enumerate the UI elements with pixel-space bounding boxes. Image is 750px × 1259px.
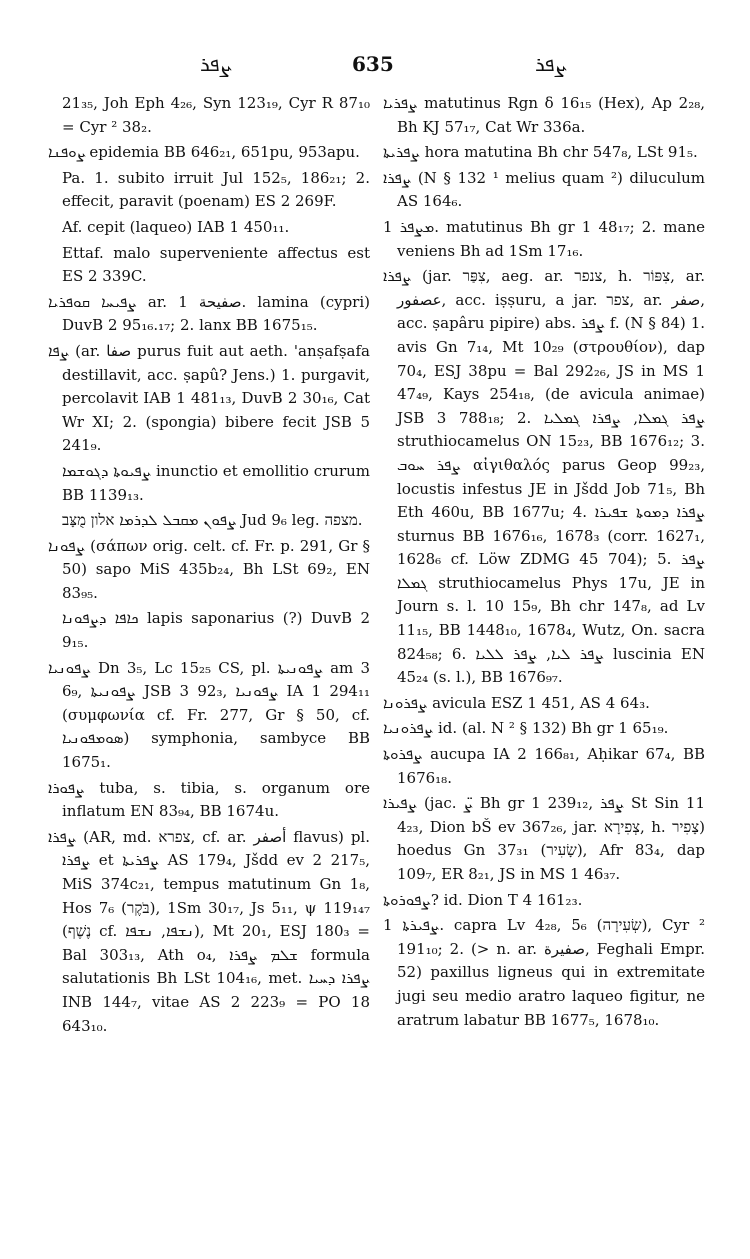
entry-id: ܨܦܪܘܢܝܐ id. (al. N ² § 132) Bh gr 1 65₁₉. [383, 719, 669, 738]
entry-tempus-matutinum: ܨܦܪܐ (AR, md. צפרא, cf. ar. أصفر flavus) pl. ܨܦܪܐ et ܨܦܪܝܬܐ AS 179₄, Jšdd ev 2 217₅, MiS 374c₂₁, tempus matutinum Gn 1₈, Hos 7₆ (בֹּקֶר), 1Sm 30₁₇, Js 5₁₁, ψ 119₁₄₇ (נֶשֶׁף cf. ܢܫܦܐ, ܢܫܦܐ), Mt 20₁, ESJ 180₃ = Bal 303₁₃, Ath o₄, ܫܠܡ ܨܦܪܐ formula salutationis Bh LSt 104₁₆, met. ܨܦܪܐ ܕܚܝܐ INB 144₇, vitae AS 2 223₉ = PO 18 643₁₀. [48, 827, 371, 1035]
left-column [48, 92, 370, 1040]
entry-inunctio: ܨܦܝܘܬܐ ܕܓܘܫܡܐ inunctio et emollitio crurum BB 1139₁₃. [62, 461, 370, 504]
entry-diluculum: ܨܦܪܐ (N § 132 ¹ melius quam ²) diluculum AS 164₆. [383, 168, 705, 211]
entry-id-dion: ܨܦܘܪܘܬܐ? id. Dion T 4 161₂₃. [383, 890, 583, 909]
page-number: 635 [352, 52, 394, 76]
entry-lamina: ܨܦܝܚܐ ܩܘܦܪܝܐ ar. صفيحة 1. lamina (cypri) DuvB 2 95₁₆.₁₇; 2. lanx BB 1675₁₅. [48, 292, 370, 335]
entry-symphonia: ܨܦܘܢܝܐ Dn 3₅, Lc 15₂₅ CS, pl. ܨܦܘܢܝܬܐ am 3 6₉, ܨܦܘܢܝܬܐ JSB 3 92₃, ܨܦܘܢܝܐ IA 1 294₁₁ (συμφωνία cf. Fr. 277, Gr § 50, cf. ܣܘܡܦܘܢܝܐ) symphonia, sambyce BB 1675₁. [48, 658, 371, 772]
entry-pa: Pa. 1. subito irruit Jul 152₅, 186₂₁; 2. effecit, paravit (poenam) ES 2 269F. [62, 168, 370, 211]
entry-lapis: ܟܐܦܐ ܕܨܦܘܢܐ lapis saponarius (?) DuvB 2 9₁₅. [62, 609, 370, 652]
entry-continuation: 21₃₅, Joh Eph 4₂₆, Syn 123₁₉, Cyr R 87₁₀ = Cyr ² 38₂. [62, 94, 370, 136]
entry-tuba: ܨܦܘܪܐ tuba, s. tibia, s. organum ore inflatum EN 83₉₄, BB 1674u. [48, 778, 370, 821]
entry-aucupa: ܨܦܪܘܬܐ aucupa IA 2 166₈₁, Aḥikar 67₄, BB 1676₁₈. [383, 745, 705, 787]
entry-mane-veniens: ܡܨܦܪ 1. matutinus Bh gr 1 48₁₇; 2. mane veniens Bh ad 1Sm 17₁₆. [383, 217, 705, 260]
entry-epidemia: ܨܘܦܢܐ epidemia BB 646₂₁, 651pu, 953apu. [48, 143, 360, 162]
entry-avicula: ܨܦܪܘܢܐ avicula ESZ 1 451, AS 4 64₃. [383, 693, 650, 712]
right-column [383, 92, 705, 1034]
entry-purgavit: ܨܦܐ (ar. صفا purus fuit aut aeth. 'anṣafṣafa destillavit, acc. ṣapû? Jens.) 1. purgavit, percolavit IAB 1 481₁₃, DuvB 2 30₁₆, Cat Wr XI; 2. (spongia) bibere fecit JSB 5 241₉. [48, 341, 370, 455]
entry-ettaf: Ettaf. malo superveniente affectus est ES 2 339C. [62, 243, 370, 286]
entry-af: Af. cepit (laqueo) IAB 1 450₁₁. [62, 217, 290, 236]
entry-matutinus: ܨܦܪܝܐ matutinus Rgn δ 16₁₅ (Hex), Ap 2₂₈, Bh KJ 57₁₇, Cat Wr 336a. [383, 94, 705, 136]
page-header [0, 52, 750, 80]
entry-hoedus: ܨܦܝܪܐ (jac. ܨ̈ Bh gr 1 239₁₂, ܨܦܪ St Sin 11 4₂₃, Dion bŠ ev 367₂₆, jar. צְפִירָא, h. צָפִיר) hoedus Gn 37₃₁ (שָׂעִיר), Afr 83₄, dap 109₇, ER 8₂₁, JS in MS 1 46₃₇. [383, 794, 706, 883]
entry-sapo: ܨܦܘܢܐ (σάπων orig. celt. cf. Fr. p. 291, Gr § 50) sapo MiS 435b₂₄, Bh LSt 69₂, EN 83₉₅. [48, 536, 370, 602]
entry-hora-matutina: ܨܦܪܝܬܐ hora matutina Bh chr 547₈, LSt 91₅. [383, 143, 698, 162]
entry-jud: ܨܦܘܢ ܡܩܒܠ ܠܕܪܡܐ אלון מֻצָּב Jud 9₆ leg. מצפה. [62, 511, 363, 530]
entry-capra: ܨܦܝܪܬܐ 1. capra Lv 4₂₈, 5₆ (שְׂעִירָה), Cyr ² 191₁₀; 2. (> n. ar. صفيرة, Feghali Empr. 52) paxillus ligneus qui in extremitate jugi seu medio aratro laqueo figitur, ne aratrum labatur BB 1677₅, 1678₁₀. [383, 916, 705, 1029]
right-running-head: ܨܦܪ [535, 52, 568, 76]
left-running-head: ܨܦܪ [200, 52, 233, 76]
entry-avis: ܨܦܪܐ (jar. צִפַּר, aeg. ar. צנפר, h. צִפּוֹר, ar. عصفور, acc. iṣṣuru, a jar. צפר, ar. صفر, acc. ṣapâru pipire) abs. ܨܦܪ f. (N § 84) 1. avis Gn 7₁₄, Mt 10₂₉ (στρουθίον), dap 70₄, ESJ 38pu = Bal 292₂₆, JS in MS 1 47₄₉, Kays 254₁₈, (de avicula animae) JSB 3 788₁₈; 2. ܨܦܪ ܓܡܠܐ, ܨܦܪܐ ܓܡܠܝܐ struthiocamelus ON 15₂₃, BB 1676₁₂; 3. ܨܦܪ ܚܘܒ αἰγιθαλός parus Geop 99₂₃, locustis infestus JE in Jšdd Job 71₅, Bh Eth 460u, BB 1677u; 4. ܨܦܪܐ ܕܡܘܬܐ ܫܦܝܪܐ sturnus BB 1676₁₆, 1678₃ (corr. 1627₁, 1628₆ cf. Löw ZDMG 45 704); 5. ܨܦܪ ܓܡܠܐ struthiocamelus Phys 17u, JE in Journ s. l. 10 15₉, Bh chr 147₈, ad Lv 11₁₅, BB 1448₁₀, 1678₄, Wutz, On. sacra 824₅₈; 6. ܨܦܪ ܠܝܐ, ܨܦܪ ܠܠܝܐ luscinia EN 45₂₄ (s. l.), BB 1676₉₇. [383, 267, 706, 687]
